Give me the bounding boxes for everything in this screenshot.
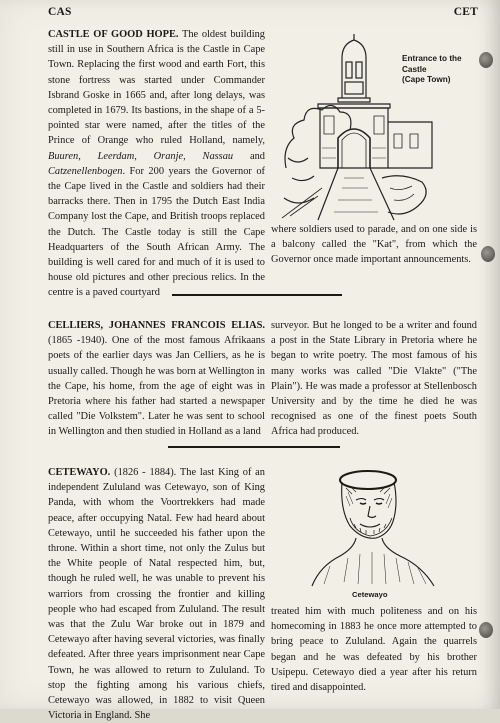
caption-line: (Cape Town) bbox=[402, 75, 451, 84]
castle-entry-title: CASTLE OF GOOD HOPE. bbox=[48, 29, 179, 40]
bastion-name: Leerdam bbox=[97, 150, 135, 162]
caption-line: Entrance to the bbox=[402, 54, 462, 63]
bastion-name: Oranje bbox=[153, 150, 184, 162]
castle-entry-continuation: where soldiers used to parade, and on one side is a balcony called the "Kat", from which the Governor once made important announcements. bbox=[271, 224, 477, 266]
binder-hole bbox=[479, 52, 493, 68]
cetewayo-portrait-caption: Cetewayo bbox=[352, 590, 388, 599]
section-divider bbox=[168, 446, 340, 448]
cetewayo-portrait-illustration bbox=[310, 462, 450, 587]
section-divider bbox=[172, 294, 342, 296]
separator: , bbox=[134, 150, 154, 162]
cetewayo-entry-title: CETEWAYO. bbox=[48, 467, 111, 478]
separator: , bbox=[78, 150, 98, 162]
header-left-guide-word: CAS bbox=[48, 6, 72, 18]
cetewayo-paragraph: (1826 - 1884). The last King of an independent Zululand was Cetewayo, son of King Panda, with whom the Voortrekkers had made peace, after occupying Natal. Few had heard about Cetewayo, until he succeeded his father upon the throne. Within a short time, not only the Zulus but the White people of Natal respected him, but, though he ruled well, he was unable to prevent his warriors from crossing the frontier and killing people who had escaped from Zululand. The result was that the Zulu War broke out in 1879 and Cetewayo after having several victories, was finally defeated. After three years imprisonment near Cape Town, he was allowed to return to Zululand. To stop the fighting among his various chiefs, Cetewayo was allowed, in 1882 to visit Queen Victoria in England. She bbox=[48, 467, 265, 722]
celliers-paragraph: (1865 -1940). One of the most famous Afrikaans poets of the earlier days was Jan Celliers, as he is usually called. Though he was born at Wellington in the Cape, his home, from the age of eight was in Pretoria where his father had started a newspaper called "Die Volkstem". Later he was sent to school in Wellington and then studied in Holland as a land bbox=[48, 335, 265, 438]
separator: , bbox=[183, 150, 203, 162]
cetewayo-entry-text bbox=[48, 465, 265, 723]
bastion-name: Nassau bbox=[202, 150, 234, 162]
celliers-entry-continuation: surveyor. But he longed to be a writer and found a post in the State Library in Pretoria where he began to write poetry. The most famous of his many works was called "Die Vlakte" ("The Plain"). He was made a professor at Stellenbosch University and by the time he died he was recognised as one of the finest poets South Africa had produced. bbox=[271, 320, 477, 438]
separator: and bbox=[233, 150, 265, 162]
bastion-name: Catzenellenbogen bbox=[48, 165, 123, 177]
celliers-entry-title: CELLIERS, JOHANNES FRANCOIS ELIAS. bbox=[48, 320, 265, 331]
cetewayo-entry-continuation: treated him with much politeness and on his homecoming in 1883 he once more attempted to bring peace to Zululand. Again the quarrels began and he was defeated by his brother Usipepu. Cetewayo died a year after his return tired and disappointed. bbox=[271, 606, 477, 694]
binder-hole bbox=[481, 246, 495, 262]
bastion-name: Buuren bbox=[48, 150, 79, 162]
header-right-guide-word: CET bbox=[453, 6, 478, 18]
binder-hole bbox=[479, 622, 493, 638]
caption-line: Castle bbox=[402, 64, 427, 74]
castle-illustration-caption bbox=[402, 54, 462, 86]
castle-paragraph-2: . For 200 years the Governor of the Cape lived in the Castle and soldiers had their barracks there. Then in 1795 the Dutch East India Company lost the Cape, and British troops replaced the Dutch. The Castle today is still the Cape Headquarters of the South African Army. The building is well cared for and much of it is used to house old pictures and other precious relics. In the centre is a paved courtyard bbox=[48, 165, 265, 299]
castle-entry-text bbox=[48, 27, 265, 301]
castle-paragraph-1: The oldest building still in use in Southern Africa is the Castle in Cape Town. Replacing the first wood and earth Fort, this stone fortress was started under Commander Isbrand Goske in 1665 and, after long delays, was completed in 1679. Its bastions, in the shape of a 5-pointed star were named, after the titles of the Prince of Orange who ruled Holland, namely, bbox=[48, 29, 265, 147]
celliers-entry-text bbox=[48, 318, 265, 440]
